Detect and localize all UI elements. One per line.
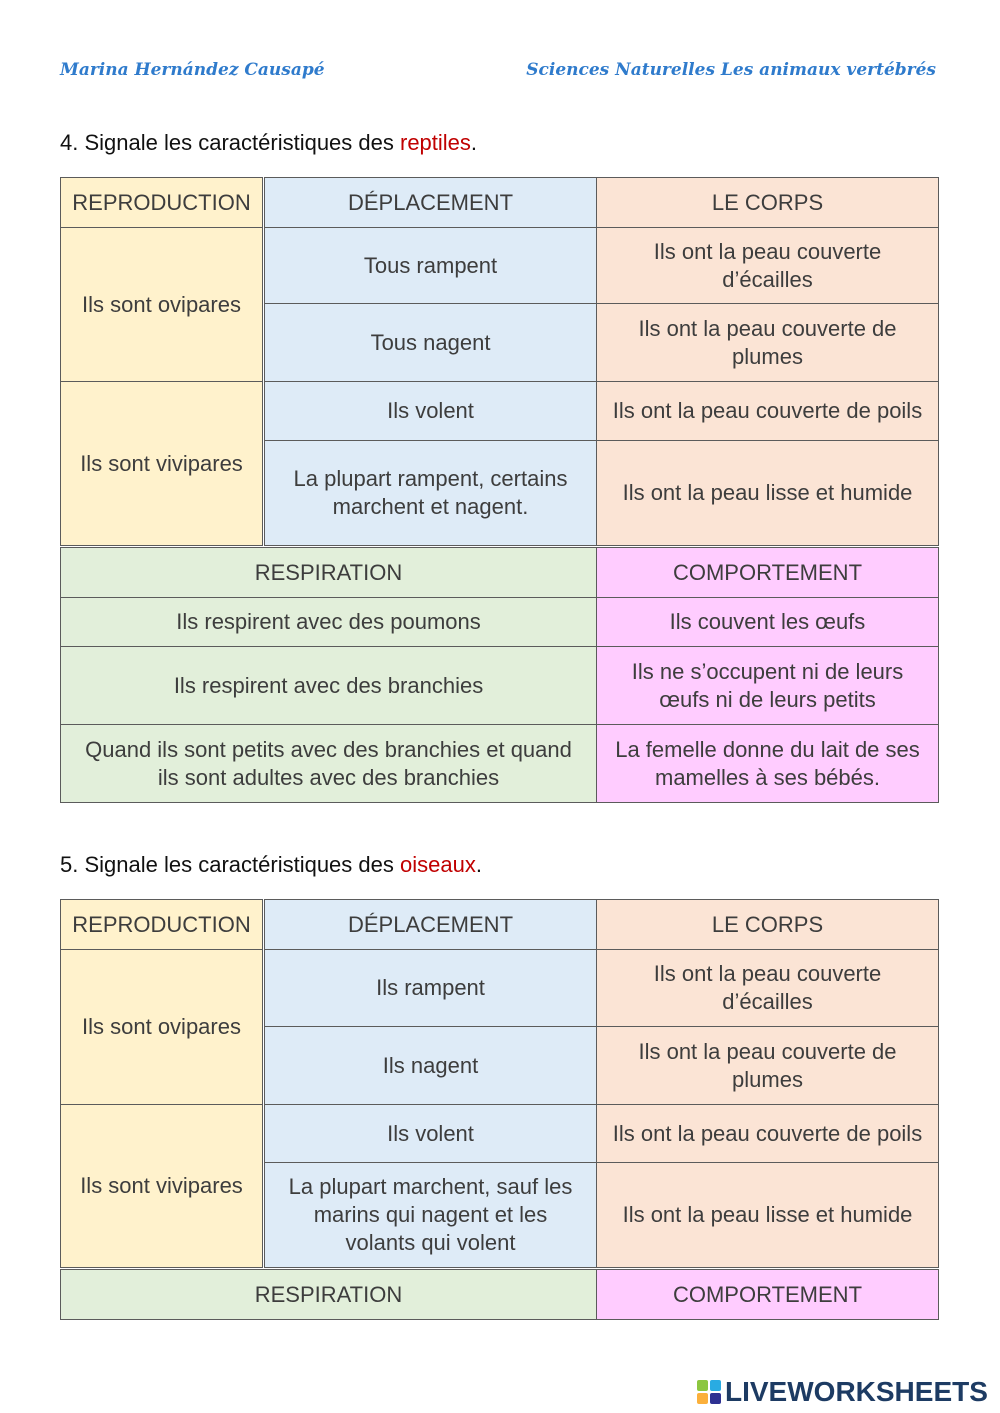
header-label: LE CORPS — [711, 189, 824, 215]
oiseaux-reproduction-option-1[interactable] — [60, 949, 263, 1105]
reptiles-respiration-option-1[interactable] — [60, 597, 597, 647]
reptiles-reproduction-option-2[interactable] — [60, 381, 263, 546]
option-text: Quand ils sont petits avec des branchies et quand ils sont adultes avec des branchies — [85, 736, 572, 790]
header-label: COMPORTEMENT — [672, 1281, 863, 1307]
option-text: Ils sont vivipares — [80, 1173, 243, 1198]
option-text: Ils ont la peau lisse et humide — [622, 480, 913, 505]
option-text: Ils ne s’occupent ni de leurs œufs ni de leurs petits — [631, 658, 904, 712]
oiseaux-deplacement-option-2[interactable] — [264, 1026, 597, 1105]
reptiles-deplacement-header — [264, 177, 597, 228]
option-text: Ils nagent — [382, 1052, 479, 1078]
option-text: Ils ont la peau couverte de plumes — [638, 1038, 897, 1092]
option-text: Ils ont la peau couverte de poils — [612, 398, 923, 423]
author-name: Marina Hernández Causapé — [60, 60, 325, 80]
reptiles-comportement-option-2[interactable] — [596, 646, 939, 725]
reptiles-respiration-option-3[interactable] — [60, 724, 597, 803]
oiseaux-corps-option-2[interactable] — [596, 1026, 939, 1105]
reptiles-comportement-option-3[interactable] — [596, 724, 939, 803]
reptiles-corps-option-1[interactable] — [596, 227, 939, 304]
reptiles-comportement-option-1[interactable] — [596, 597, 939, 647]
oiseaux-comportement-header — [596, 1269, 939, 1320]
section-5-title — [60, 850, 482, 880]
section-end: . — [470, 130, 478, 155]
option-text: Ils ont la peau couverte d’écailles — [653, 238, 882, 292]
header-label: REPRODUCTION — [72, 189, 251, 215]
option-text: Ils rampent — [376, 975, 485, 1000]
header-label: RESPIRATION — [254, 559, 403, 585]
oiseaux-reproduction-option-2[interactable] — [60, 1104, 263, 1268]
option-text: Ils respirent avec des poumons — [176, 609, 481, 634]
oiseaux-corps-option-1[interactable] — [596, 949, 939, 1027]
reptiles-respiration-option-2[interactable] — [60, 646, 597, 725]
option-text: Tous rampent — [363, 252, 498, 278]
header-label: LE CORPS — [711, 911, 824, 937]
option-text: Ils sont ovipares — [82, 1014, 241, 1039]
liveworksheets-logo-icon — [697, 1380, 721, 1404]
section-number: 5. — [60, 852, 79, 877]
header-label: DÉPLACEMENT — [347, 189, 514, 215]
oiseaux-respiration-header — [60, 1269, 597, 1320]
option-text: Ils ont la peau couverte de poils — [612, 1120, 923, 1146]
reptiles-corps-option-3[interactable] — [596, 381, 939, 441]
header-label: RESPIRATION — [254, 1281, 403, 1307]
reptiles-deplacement-option-3[interactable] — [264, 381, 597, 441]
option-text: Ils ont la peau couverte de plumes — [638, 315, 897, 369]
section-prompt: Signale les caractéristiques des — [84, 130, 394, 155]
oiseaux-reproduction-header — [60, 899, 263, 950]
section-4-title — [60, 128, 477, 158]
oiseaux-corps-option-4[interactable] — [596, 1162, 939, 1268]
logo-square-1 — [697, 1380, 708, 1391]
reptiles-respiration-header — [60, 547, 597, 598]
reptiles-comportement-header — [596, 547, 939, 598]
section-end: . — [475, 852, 482, 877]
oiseaux-deplacement-header — [264, 899, 597, 950]
oiseaux-corps-option-3[interactable] — [596, 1104, 939, 1163]
section-prompt: Signale les caractéristiques des — [84, 852, 394, 877]
option-text: Ils ont la peau couverte d’écailles — [653, 961, 882, 1014]
oiseaux-corps-header — [596, 899, 939, 950]
logo-square-2 — [710, 1380, 721, 1391]
reptiles-corps-header — [596, 177, 939, 228]
header-label: COMPORTEMENT — [672, 559, 863, 585]
option-text: Ils sont ovipares — [82, 291, 241, 317]
option-text: Ils volent — [387, 1120, 474, 1146]
option-text: Tous nagent — [370, 329, 491, 355]
logo-square-4 — [710, 1393, 721, 1404]
logo-brand-text: LIVEWORKSHEETS — [725, 1376, 988, 1407]
option-text: La femelle donne du lait de ses mamelles à ses bébés. — [615, 736, 920, 790]
section-keyword: reptiles — [400, 130, 471, 155]
header-label: DÉPLACEMENT — [347, 911, 514, 937]
option-text: La plupart rampent, certains marchent et nagent. — [293, 466, 568, 519]
section-keyword: oiseaux — [400, 852, 476, 877]
reptiles-deplacement-option-1[interactable] — [264, 227, 597, 304]
reptiles-corps-option-4[interactable] — [596, 440, 939, 546]
reptiles-deplacement-option-4[interactable] — [264, 440, 597, 546]
header-label: REPRODUCTION — [72, 911, 251, 937]
reptiles-corps-option-2[interactable] — [596, 303, 939, 382]
subject-title: Sciences Naturelles Les animaux vertébrés — [526, 60, 936, 80]
option-text: La plupart marchent, sauf les marins qui nagent et les volants qui volent — [288, 1174, 573, 1255]
section-number: 4. — [60, 130, 79, 155]
option-text: Ils sont vivipares — [80, 450, 243, 476]
option-text: Ils ont la peau lisse et humide — [622, 1202, 913, 1227]
option-text: Ils respirent avec des branchies — [173, 672, 484, 698]
option-text: Ils volent — [387, 398, 474, 423]
oiseaux-deplacement-option-3[interactable] — [264, 1104, 597, 1163]
liveworksheets-logo[interactable] — [697, 1376, 988, 1408]
reptiles-reproduction-header — [60, 177, 263, 228]
reptiles-reproduction-option-1[interactable] — [60, 227, 263, 382]
oiseaux-deplacement-option-4[interactable] — [264, 1162, 597, 1268]
option-text: Ils couvent les œufs — [669, 609, 866, 634]
oiseaux-deplacement-option-1[interactable] — [264, 949, 597, 1027]
reptiles-deplacement-option-2[interactable] — [264, 303, 597, 382]
logo-square-3 — [697, 1393, 708, 1404]
